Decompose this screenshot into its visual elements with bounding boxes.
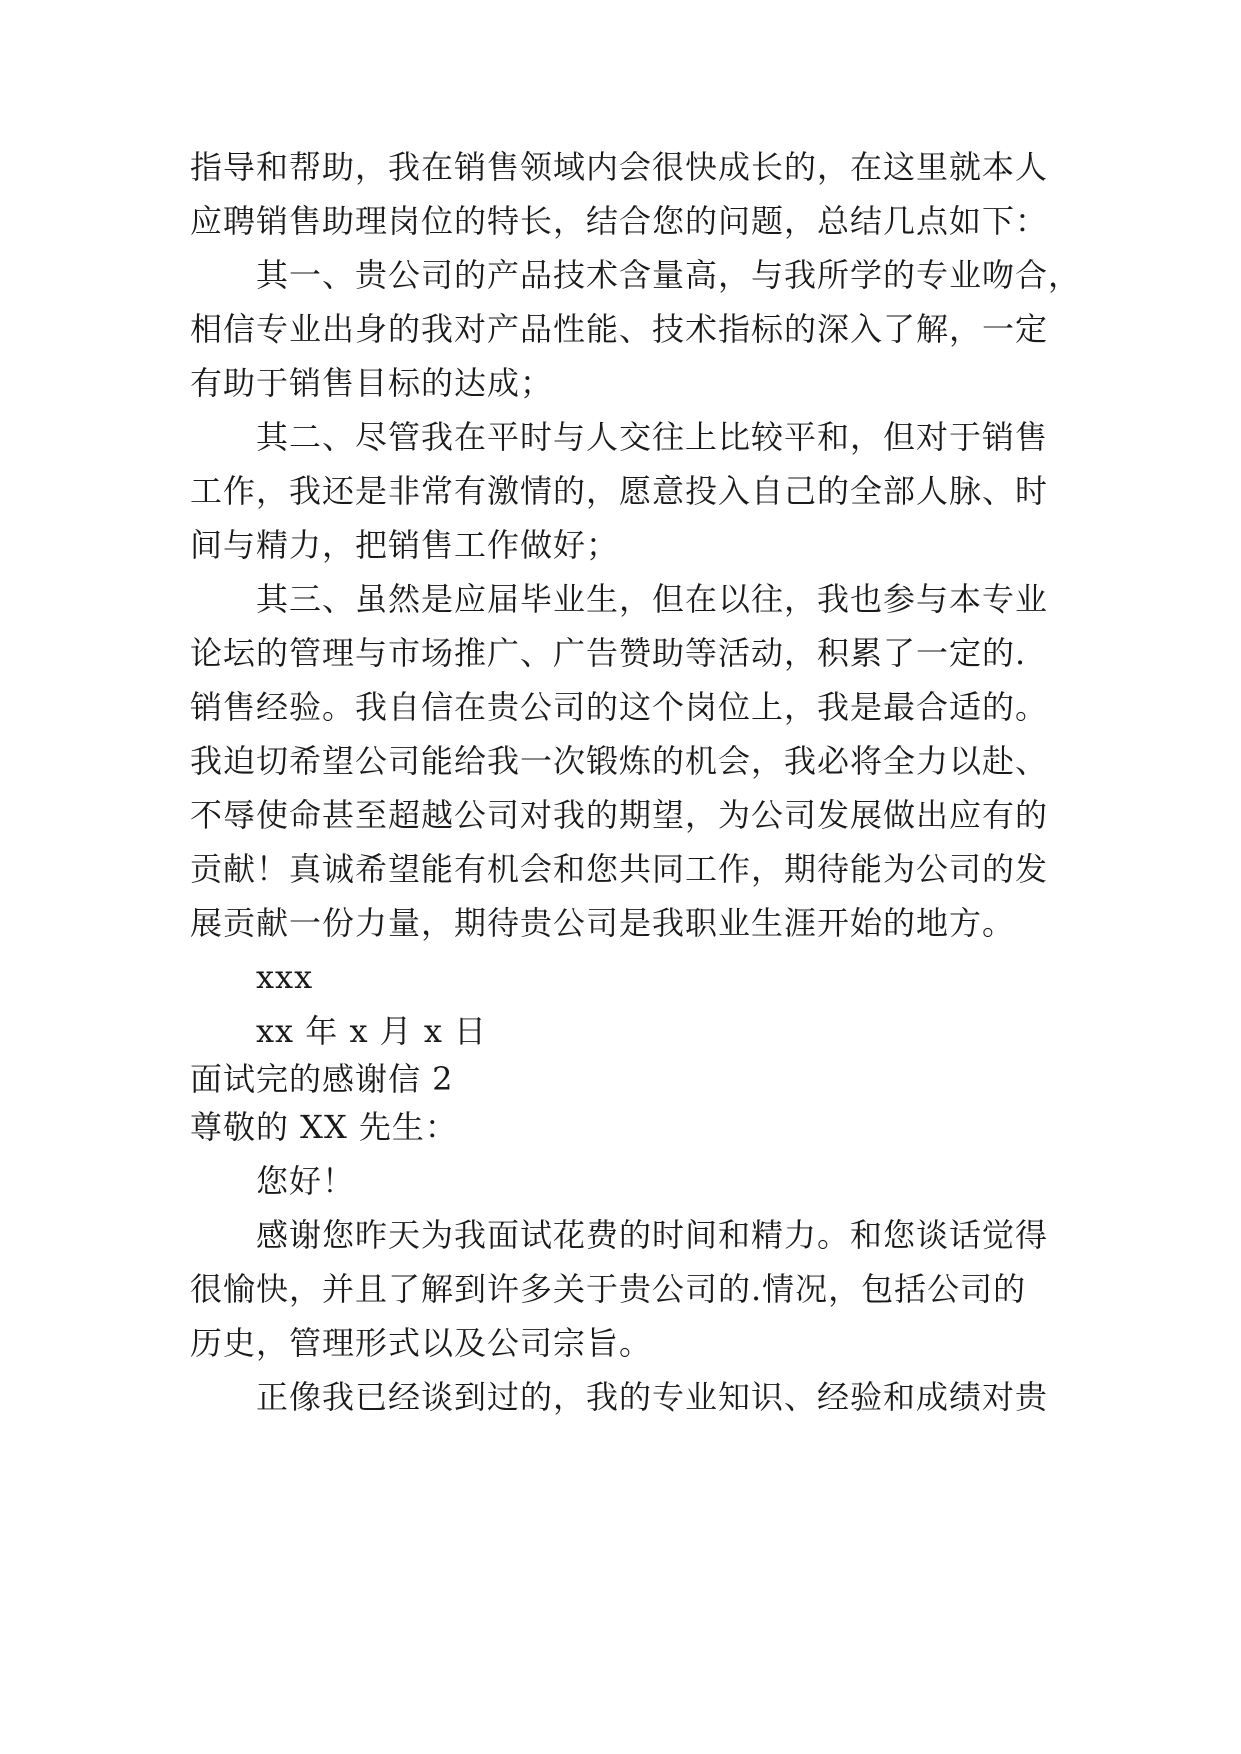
- signature-name: xxx: [256, 958, 314, 996]
- paragraph-3-line-5: 不辱使命甚至超越公司对我的期望，为公司发展做出应有的: [190, 796, 1049, 834]
- paragraph-3-line-6: 贡献！真诚希望能有机会和您共同工作，期待能为公司的发: [190, 850, 1049, 888]
- paragraph-4-line-2: 很愉快，并且了解到许多关于贵公司的.情况，包括公司的: [190, 1270, 1027, 1308]
- text-line-2: 应聘销售助理岗位的特长，结合您的问题，总结几点如下：: [190, 202, 1049, 240]
- paragraph-3-line-2: 论坛的管理与市场推广、广告赞助等活动，积累了一定的.: [190, 634, 1027, 672]
- paragraph-3-line-4: 我迫切希望公司能给我一次锻炼的机会，我必将全力以赴、: [190, 742, 1049, 780]
- paragraph-1-line-1: 其一、贵公司的产品技术含量高，与我所学的专业吻合，: [256, 256, 1082, 294]
- paragraph-1-line-2: 相信专业出身的我对产品性能、技术指标的深入了解，一定: [190, 310, 1049, 348]
- paragraph-3-line-3: 销售经验。我自信在贵公司的这个岗位上，我是最合适的。: [190, 688, 1049, 726]
- salutation: 尊敬的 XX 先生：: [190, 1108, 458, 1146]
- paragraph-5-line-1: 正像我已经谈到过的，我的专业知识、经验和成绩对贵: [256, 1378, 1049, 1416]
- paragraph-2-line-3: 间与精力，把销售工作做好；: [190, 526, 620, 564]
- text-line-1: 指导和帮助，我在销售领域内会很快成长的，在这里就本人: [190, 148, 1049, 186]
- paragraph-2-line-2: 工作，我还是非常有激情的，愿意投入自己的全部人脉、时: [190, 472, 1049, 510]
- paragraph-1-line-3: 有助于销售目标的达成；: [190, 364, 554, 402]
- greeting: 您好！: [256, 1162, 356, 1200]
- paragraph-2-line-1: 其二、尽管我在平时与人交往上比较平和，但对于销售: [256, 418, 1049, 456]
- section-title: 面试完的感谢信 2: [190, 1060, 454, 1098]
- paragraph-3-line-7: 展贡献一份力量，期待贵公司是我职业生涯开始的地方。: [190, 904, 1016, 942]
- signature-date: xx 年 x 月 x 日: [256, 1012, 488, 1050]
- paragraph-3-line-1: 其三、虽然是应届毕业生，但在以往，我也参与本专业: [256, 580, 1049, 618]
- paragraph-4-line-3: 历史，管理形式以及公司宗旨。: [190, 1324, 653, 1362]
- paragraph-4-line-1: 感谢您昨天为我面试花费的时间和精力。和您谈话觉得: [256, 1216, 1049, 1254]
